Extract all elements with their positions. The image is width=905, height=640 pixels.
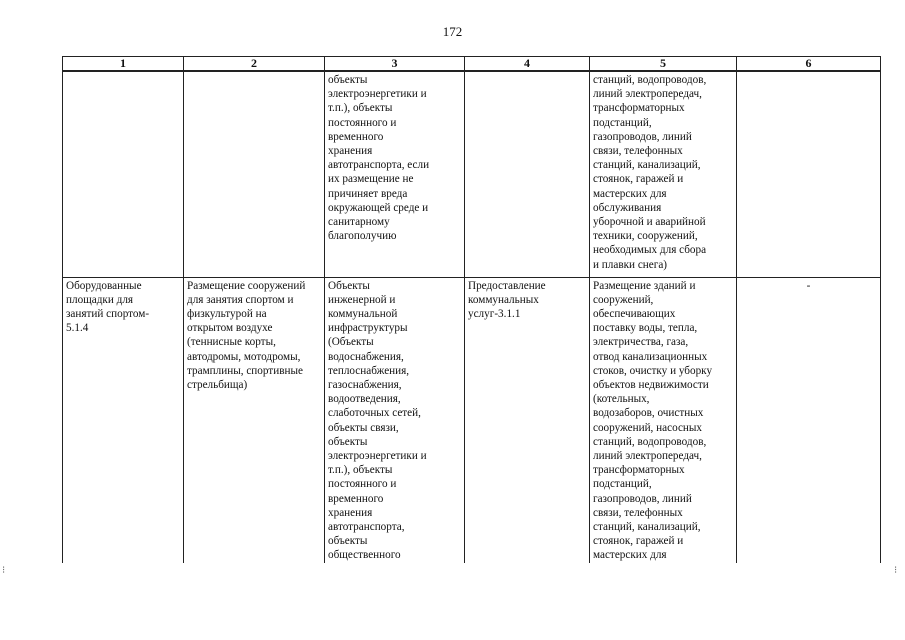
table-header-row bbox=[63, 57, 881, 72]
column-header-2: 2 bbox=[184, 57, 325, 72]
page-number: 172 bbox=[442, 24, 463, 39]
cell-text: Предоставление коммунальных услуг-3.1.1 bbox=[468, 279, 546, 320]
column-header-4: 4 bbox=[465, 57, 590, 72]
cell-text: Оборудованные площадки для занятий спортом- 5.1.4 bbox=[66, 279, 150, 335]
table-cell bbox=[325, 277, 465, 563]
scan-edge-mark: ⁝ bbox=[2, 565, 6, 576]
column-header-1: 1 bbox=[63, 57, 184, 72]
table-row bbox=[63, 277, 881, 563]
table-cell bbox=[737, 71, 881, 277]
table-cell bbox=[325, 71, 465, 277]
cell-text: станций, водопроводов, линий электропередач, трансформаторных подстанций, газопроводов, линий связи, телефонных станций, канализаций, стоянок, гаражей и мастерских для обслуживания уборочной и аварийной техники, сооружений, необходимых для сбора и плавки снега) bbox=[593, 74, 707, 271]
table-cell bbox=[465, 277, 590, 563]
table-cell bbox=[590, 277, 737, 563]
cell-text: Размещение сооружений для занятия спортом и физкультурой на открытом воздухе (теннисные корты, автодромы, мотодромы, трамплины, спортивные стрельбища) bbox=[187, 279, 306, 391]
table-cell bbox=[737, 277, 881, 563]
cell-text: объекты электроэнергетики и т.п.), объекты постоянного и временного хранения автотранспорта, если их размещение не причиняет вреда окружающей среде и санитарному благополучию bbox=[328, 74, 430, 243]
cell-text: Размещение зданий и сооружений, обеспечивающих поставку воды, тепла, электричества, газа, отвод канализационных стоков, очистку и уборку объектов недвижимости (котельных, водозаборов, очистных сооружений, насосных станций, водопроводов, линий электропередач, трансформаторных подстанций, газопроводов, линий связи, телефонных станций, канализаций, стоянок, гаражей и мастерских для bbox=[593, 279, 713, 562]
cell-text: - bbox=[806, 279, 811, 292]
scan-edge-mark: ⁝ bbox=[894, 565, 898, 576]
column-header-5: 5 bbox=[590, 57, 737, 72]
table-row bbox=[63, 71, 881, 277]
table-cell bbox=[63, 277, 184, 563]
column-header-3: 3 bbox=[325, 57, 465, 72]
column-header-6: 6 bbox=[737, 57, 881, 72]
table-cell bbox=[465, 71, 590, 277]
cell-text: Объекты инженерной и коммунальной инфраструктуры (Объекты водоснабжения, теплоснабжения, газоснабжения, водоотведения, слаботочных сетей, объекты связи, объекты электроэнергетики и т.п.), объекты постоянного и временного хранения автотранспорта, объекты общественного bbox=[328, 279, 427, 562]
table-cell bbox=[184, 71, 325, 277]
land-use-table bbox=[62, 56, 881, 563]
table-cell bbox=[63, 71, 184, 277]
table-cell bbox=[590, 71, 737, 277]
table-cell bbox=[184, 277, 325, 563]
